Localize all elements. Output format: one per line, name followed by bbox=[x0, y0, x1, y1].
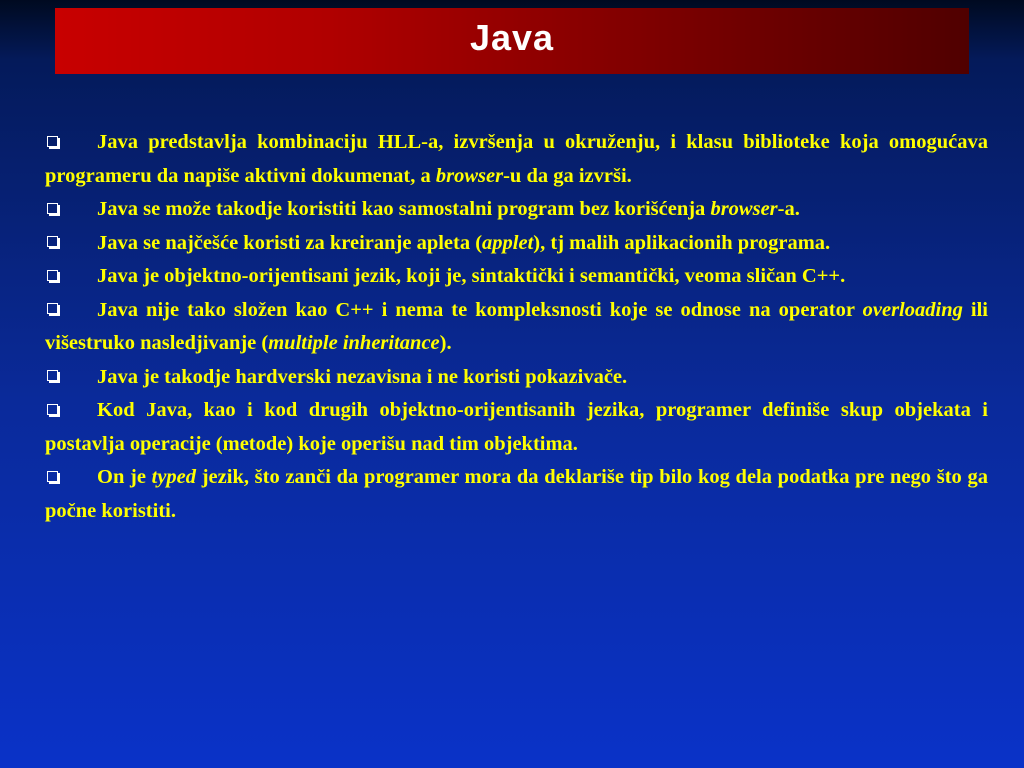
list-item bbox=[45, 461, 988, 528]
item-italic-term: overloading bbox=[862, 298, 963, 321]
list-item bbox=[45, 260, 988, 294]
item-text: -a. bbox=[777, 198, 800, 220]
list-item bbox=[45, 227, 988, 261]
hollow-square-bullet-icon bbox=[45, 361, 97, 395]
item-italic-term: multiple inheritance bbox=[268, 332, 440, 354]
hollow-square-bullet-icon bbox=[45, 461, 97, 495]
slide-title: Java bbox=[469, 17, 555, 58]
hollow-square-bullet-icon bbox=[45, 294, 97, 328]
hollow-square-bullet-icon bbox=[45, 227, 97, 261]
item-text: ), tj malih aplikacionih programa. bbox=[533, 231, 831, 254]
list-item bbox=[45, 126, 988, 193]
hollow-square-bullet-icon bbox=[45, 394, 97, 428]
hollow-square-bullet-icon bbox=[45, 260, 97, 294]
item-text: ili višestruko nasledjivanje ( bbox=[45, 298, 988, 354]
item-italic-term: applet bbox=[482, 231, 534, 254]
item-italic-term: browser bbox=[710, 198, 778, 220]
item-italic-term: browser bbox=[435, 164, 504, 187]
item-text: ). bbox=[439, 332, 452, 354]
item-text: Java nije tako složen kao C++ i nema te kompleksnosti koje se odnose na operator bbox=[97, 298, 863, 321]
item-text: Kod Java, kao i kod drugih objektno-orijentisanih jezika, programer definiše skup objekata i postavlja operacije (metode) koje operišu nad tim objektima. bbox=[45, 399, 988, 455]
item-text: Java predstavlja kombinaciju HLL-a, izvršenja u okruženju, i klasu biblioteke koja omogućava programeru da napiše aktivni dokumenat, a bbox=[45, 131, 988, 187]
item-text: -u da ga izvrši. bbox=[503, 164, 632, 187]
item-text: Java se najčešće koristi za kreiranje apleta ( bbox=[97, 231, 483, 254]
item-text: Java je takodje hardverski nezavisna i ne koristi pokazivače. bbox=[97, 365, 628, 388]
item-text: Java je objektno-orijentisani jezik, koji je, sintaktički i semantički, veoma sličan C++. bbox=[97, 265, 846, 287]
item-text: On je bbox=[97, 466, 152, 488]
item-text: jezik, što zanči da programer mora da deklariše tip bilo kog dela podatka pre nego što ga počne koristiti. bbox=[45, 466, 988, 522]
hollow-square-bullet-icon bbox=[45, 126, 97, 160]
list-item bbox=[45, 294, 988, 361]
title-bar bbox=[55, 8, 969, 74]
hollow-square-bullet-icon bbox=[45, 193, 97, 227]
item-text: Java se može takodje koristiti kao samostalni program bez korišćenja bbox=[97, 198, 711, 220]
list-item bbox=[45, 394, 988, 461]
item-italic-term: typed bbox=[151, 466, 197, 488]
list-item bbox=[45, 193, 988, 227]
bullet-list bbox=[45, 126, 988, 528]
list-item bbox=[45, 361, 988, 395]
